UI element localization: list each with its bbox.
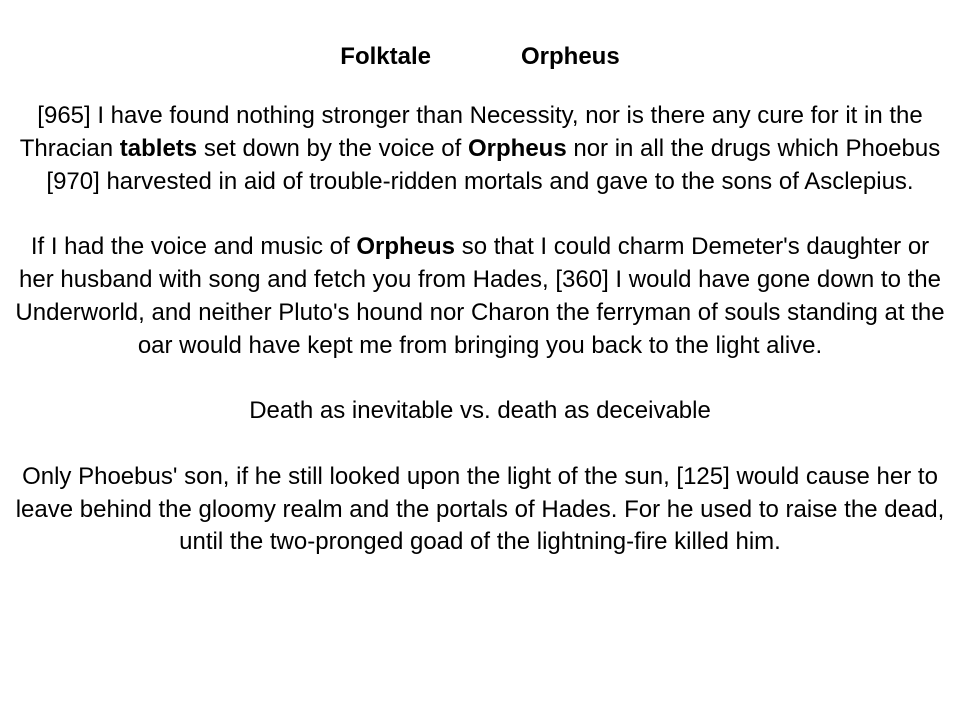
p2-bold-orpheus: Orpheus — [356, 233, 456, 261]
p1-bold-orpheus: Orpheus — [467, 134, 567, 162]
paragraph-gap — [14, 198, 946, 231]
title-folktale: Folktale — [340, 43, 431, 70]
paragraph-death-theme: Death as inevitable vs. death as deceivable — [249, 397, 711, 425]
paragraph-phoebus-son: Only Phoebus' son, if he still looked upon the light of the sun, [125] would cause her to leave behind the gloomy realm and the portals of Hades. For he used to raise the dead, until the two-pronged goad of the lightning-fire killed him. — [15, 462, 945, 556]
p1-text-a: [965] I have found nothing stronger than Necessity, nor is there any cure for it in the Thracian — [19, 102, 923, 162]
p1-text-d: nor in all the drugs which Phoebus [970] harvested in aid of trouble-ridden mortals and gave to the sons of Asclepius. — [46, 134, 941, 195]
title-orpheus: Orpheus — [521, 43, 620, 70]
slide-title — [0, 42, 960, 72]
paragraph-necessity — [14, 100, 946, 198]
paragraph-gap — [14, 362, 946, 395]
slide-body — [14, 100, 946, 559]
p1-text-c: set down by the voice of — [197, 134, 468, 162]
paragraph-voice-of-orpheus — [14, 231, 946, 362]
paragraph-gap — [14, 428, 946, 461]
p2-text-a: If I had the voice and music of — [30, 233, 357, 261]
p1-bold-tablets: tablets — [119, 134, 198, 162]
p2-text-c: so that I could charm Demeter's daughter or her husband with song and fetch you from Hades, [360] I would have gone down to the Underworld, and neither Pluto's hound nor Charon the ferryman of souls standing at the oar would have kept me from bringing you back to the light alive. — [15, 233, 945, 359]
